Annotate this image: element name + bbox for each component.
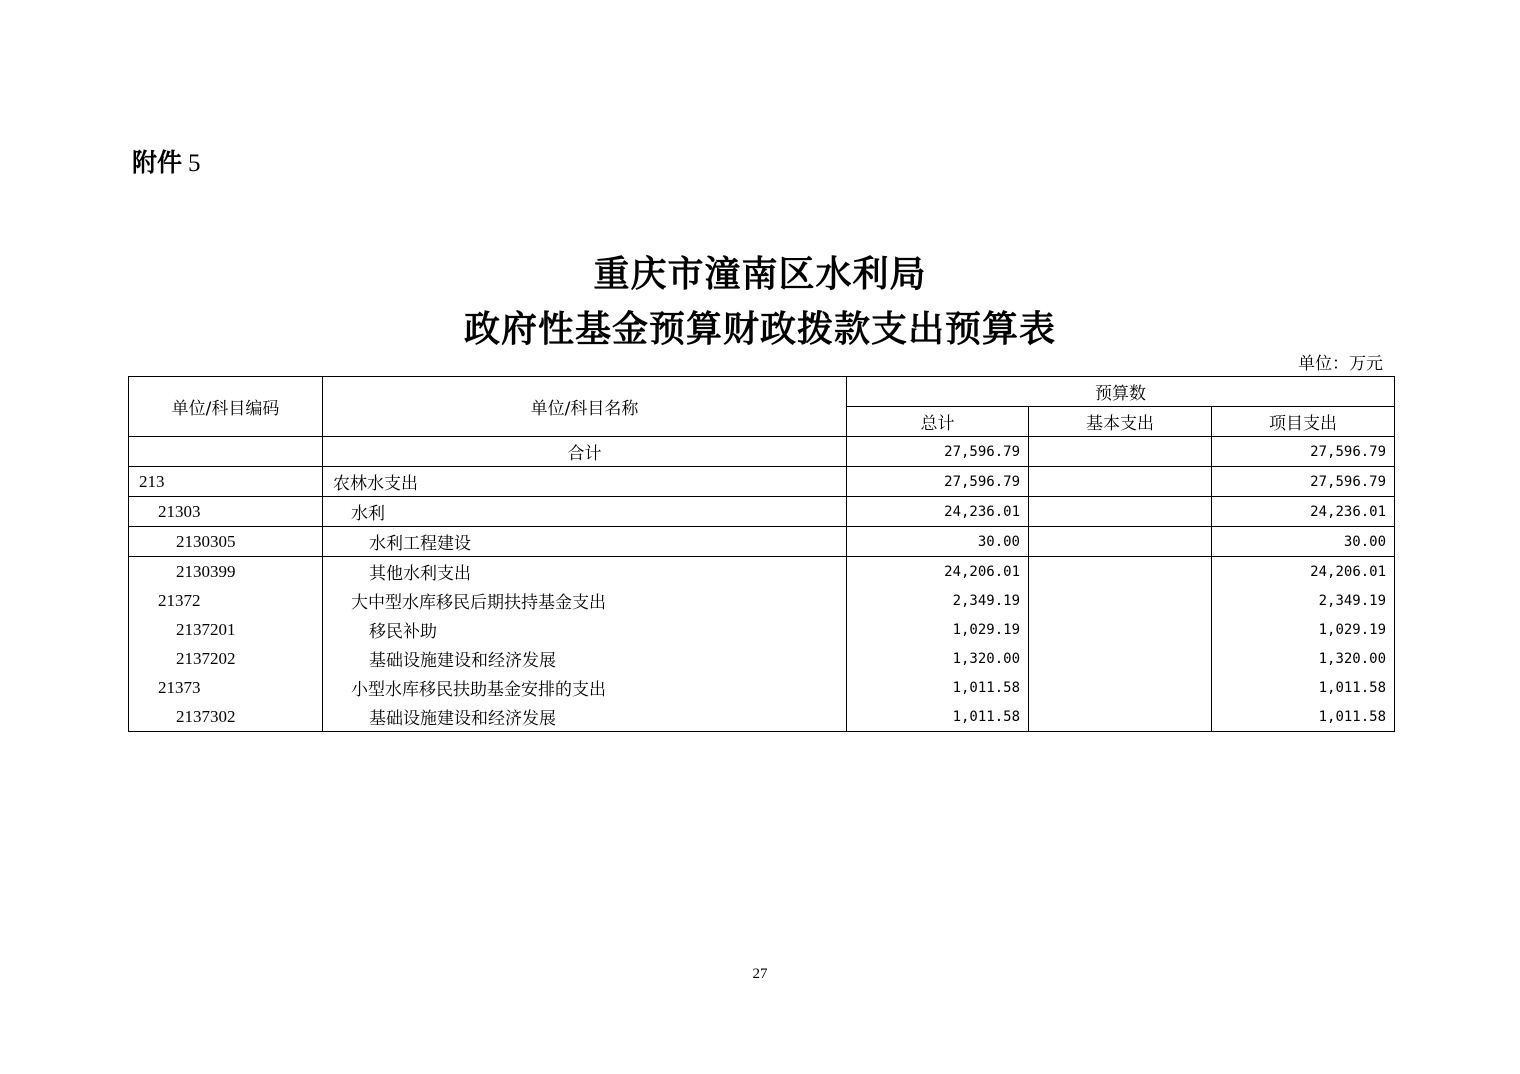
row-basic bbox=[1029, 586, 1212, 615]
row-project: 27,596.79 bbox=[1212, 437, 1395, 467]
row-project: 30.00 bbox=[1212, 527, 1395, 557]
table-row bbox=[129, 673, 1395, 702]
table-row bbox=[129, 644, 1395, 673]
row-basic bbox=[1029, 497, 1212, 527]
row-code: 213 bbox=[129, 467, 323, 497]
row-total: 1,320.00 bbox=[847, 644, 1029, 673]
row-project: 1,029.19 bbox=[1212, 615, 1395, 644]
row-basic bbox=[1029, 615, 1212, 644]
header-project: 项目支出 bbox=[1212, 407, 1395, 437]
row-code: 2137202 bbox=[129, 644, 323, 673]
row-name: 其他水利支出 bbox=[323, 557, 847, 587]
row-code: 21303 bbox=[129, 497, 323, 527]
row-name: 农林水支出 bbox=[323, 467, 847, 497]
header-row-1 bbox=[129, 377, 1395, 407]
document-title-line1: 重庆市潼南区水利局 bbox=[593, 254, 927, 295]
row-name: 水利 bbox=[323, 497, 847, 527]
document-title-line2: 政府性基金预算财政拨款支出预算表 bbox=[463, 309, 1056, 350]
table-row bbox=[129, 467, 1395, 497]
header-total: 总计 bbox=[847, 407, 1029, 437]
row-total: 27,596.79 bbox=[847, 467, 1029, 497]
header-name: 单位/科目名称 bbox=[323, 377, 847, 437]
row-basic bbox=[1029, 437, 1212, 467]
table-row bbox=[129, 557, 1395, 587]
table-row bbox=[129, 586, 1395, 615]
row-basic bbox=[1029, 644, 1212, 673]
row-total: 24,206.01 bbox=[847, 557, 1029, 587]
header-code: 单位/科目编码 bbox=[129, 377, 323, 437]
row-code: 2130305 bbox=[129, 527, 323, 557]
row-code: 21373 bbox=[129, 673, 323, 702]
row-basic bbox=[1029, 467, 1212, 497]
row-total: 30.00 bbox=[847, 527, 1029, 557]
row-project: 1,320.00 bbox=[1212, 644, 1395, 673]
unit-label: 单位：万元 bbox=[1298, 354, 1383, 374]
row-code: 21372 bbox=[129, 586, 323, 615]
row-project: 2,349.19 bbox=[1212, 586, 1395, 615]
attachment-text: 附件 bbox=[132, 148, 183, 177]
row-total: 1,011.58 bbox=[847, 673, 1029, 702]
row-total: 1,029.19 bbox=[847, 615, 1029, 644]
attachment-label bbox=[132, 146, 201, 181]
row-basic bbox=[1029, 702, 1212, 732]
row-project: 24,206.01 bbox=[1212, 557, 1395, 587]
row-name: 大中型水库移民后期扶持基金支出 bbox=[323, 586, 847, 615]
row-code: 2137302 bbox=[129, 702, 323, 732]
row-basic bbox=[1029, 673, 1212, 702]
row-code: 2130399 bbox=[129, 557, 323, 587]
row-name: 合计 bbox=[323, 437, 847, 467]
row-project: 24,236.01 bbox=[1212, 497, 1395, 527]
budget-table bbox=[128, 376, 1395, 732]
header-basic: 基本支出 bbox=[1029, 407, 1212, 437]
table-row bbox=[129, 527, 1395, 557]
row-name: 基础设施建设和经济发展 bbox=[323, 702, 847, 732]
table-row bbox=[129, 497, 1395, 527]
table-row bbox=[129, 437, 1395, 467]
row-total: 24,236.01 bbox=[847, 497, 1029, 527]
row-total: 27,596.79 bbox=[847, 437, 1029, 467]
row-basic bbox=[1029, 527, 1212, 557]
page-number: 27 bbox=[752, 966, 768, 982]
row-total: 1,011.58 bbox=[847, 702, 1029, 732]
row-code: 2137201 bbox=[129, 615, 323, 644]
table-row bbox=[129, 702, 1395, 732]
row-total: 2,349.19 bbox=[847, 586, 1029, 615]
attachment-number: 5 bbox=[188, 150, 201, 177]
row-project: 1,011.58 bbox=[1212, 673, 1395, 702]
row-basic bbox=[1029, 557, 1212, 587]
table-row bbox=[129, 615, 1395, 644]
header-budget: 预算数 bbox=[847, 377, 1395, 407]
row-project: 27,596.79 bbox=[1212, 467, 1395, 497]
row-name: 移民补助 bbox=[323, 615, 847, 644]
row-name: 水利工程建设 bbox=[323, 527, 847, 557]
row-name: 基础设施建设和经济发展 bbox=[323, 644, 847, 673]
row-code bbox=[129, 437, 323, 467]
row-name: 小型水库移民扶助基金安排的支出 bbox=[323, 673, 847, 702]
row-project: 1,011.58 bbox=[1212, 702, 1395, 732]
